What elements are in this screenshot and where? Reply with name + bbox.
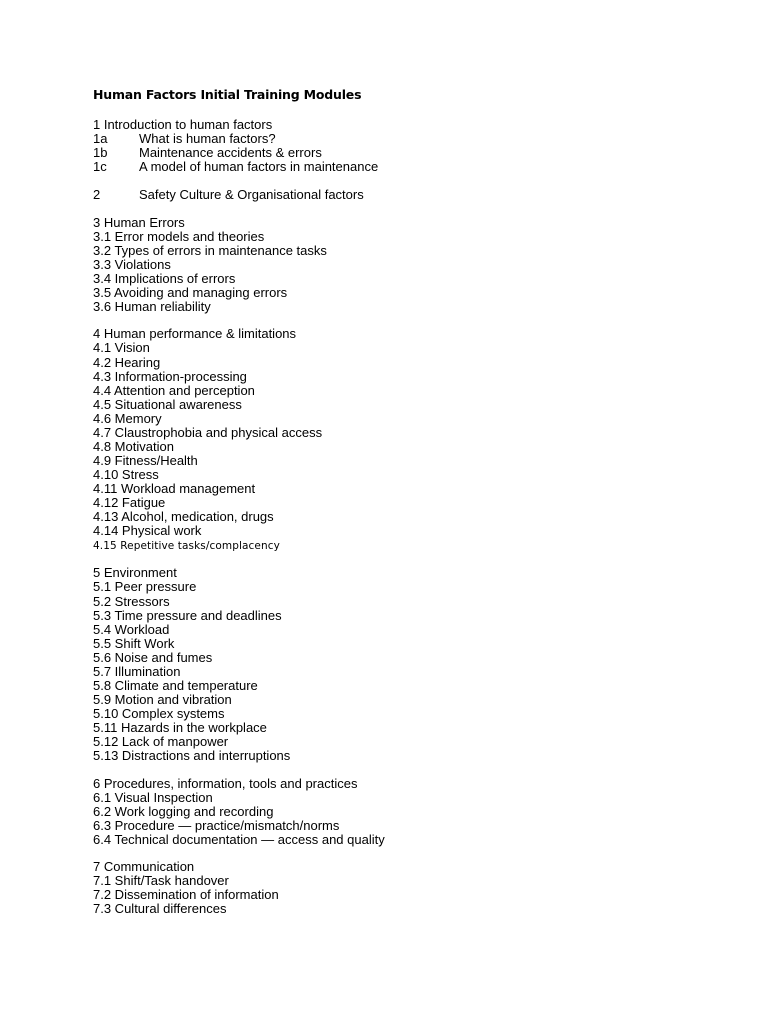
module-line: 5.9 Motion and vibration (93, 692, 232, 707)
module-line: 4.13 Alcohol, medication, drugs (93, 509, 274, 524)
module-line: 7 Communication (93, 859, 195, 874)
module-line (93, 160, 378, 174)
module-line: 4.5 Situational awareness (93, 397, 242, 412)
module-line: 3.5 Avoiding and managing errors (93, 285, 288, 300)
module-line: 4.10 Stress (93, 467, 159, 482)
module-line: 4.12 Fatigue (93, 495, 166, 510)
module-line: 3.6 Human reliability (93, 299, 211, 314)
module-line: 4.14 Physical work (93, 523, 202, 538)
module-line: 3 Human Errors (93, 215, 185, 230)
module-number: 1b (93, 145, 108, 160)
module-line: 6.1 Visual Inspection (93, 790, 213, 805)
module-line: 6 Procedures, information, tools and practices (93, 776, 358, 791)
module-line: 4.7 Claustrophobia and physical access (93, 425, 323, 440)
module-line: 3.4 Implications of errors (93, 271, 236, 286)
module-text: Safety Culture & Organisational factors (139, 187, 364, 202)
module-line: 4.1 Vision (93, 340, 150, 355)
module-line: 1 Introduction to human factors (93, 117, 273, 132)
module-line: 5.1 Peer pressure (93, 579, 197, 594)
module-line: 6.3 Procedure — practice/mismatch/norms (93, 818, 340, 833)
module-line: 5.7 Illumination (93, 664, 181, 679)
module-line (93, 146, 322, 160)
module-line: 5.5 Shift Work (93, 636, 175, 651)
module-number: 2 (93, 187, 101, 202)
module-line: 3.3 Violations (93, 257, 171, 272)
document-title: Human Factors Initial Training Modules (93, 87, 362, 102)
module-text: What is human factors? (139, 131, 276, 146)
module-line: 5.11 Hazards in the workplace (93, 720, 267, 735)
module-line: 4 Human performance & limitations (93, 326, 297, 341)
module-line (93, 132, 276, 146)
module-line: 6.2 Work logging and recording (93, 804, 274, 819)
module-line: 5 Environment (93, 565, 177, 580)
module-line: 5.13 Distractions and interruptions (93, 748, 291, 763)
module-line (93, 188, 364, 202)
module-line: 4.2 Hearing (93, 355, 161, 370)
module-line: 4.8 Motivation (93, 439, 174, 454)
module-text: A model of human factors in maintenance (139, 159, 379, 174)
module-number: 1a (93, 131, 108, 146)
module-line: 6.4 Technical documentation — access and quality (93, 832, 385, 847)
module-line: 5.4 Workload (93, 622, 170, 637)
module-line: 4.3 Information-processing (93, 369, 247, 384)
module-line: 3.2 Types of errors in maintenance tasks (93, 243, 327, 258)
module-line: 7.3 Cultural differences (93, 901, 227, 916)
module-line: 5.10 Complex systems (93, 706, 225, 721)
module-line: 4.4 Attention and perception (93, 383, 255, 398)
module-line: 4.11 Workload management (93, 481, 256, 496)
module-line: 5.2 Stressors (93, 594, 170, 609)
module-line: 3.1 Error models and theories (93, 229, 265, 244)
module-text: Maintenance accidents & errors (139, 145, 322, 160)
module-line: 4.9 Fitness/Health (93, 453, 198, 468)
module-line: 4.15 Repetitive tasks/complacency (93, 540, 280, 552)
module-line: 5.8 Climate and temperature (93, 678, 258, 693)
module-line: 5.6 Noise and fumes (93, 650, 213, 665)
module-number: 1c (93, 159, 107, 174)
module-line: 7.1 Shift/Task handover (93, 873, 229, 888)
module-line: 5.3 Time pressure and deadlines (93, 608, 282, 623)
module-line: 4.6 Memory (93, 411, 162, 426)
module-line: 7.2 Dissemination of information (93, 887, 279, 902)
module-line: 5.12 Lack of manpower (93, 734, 229, 749)
